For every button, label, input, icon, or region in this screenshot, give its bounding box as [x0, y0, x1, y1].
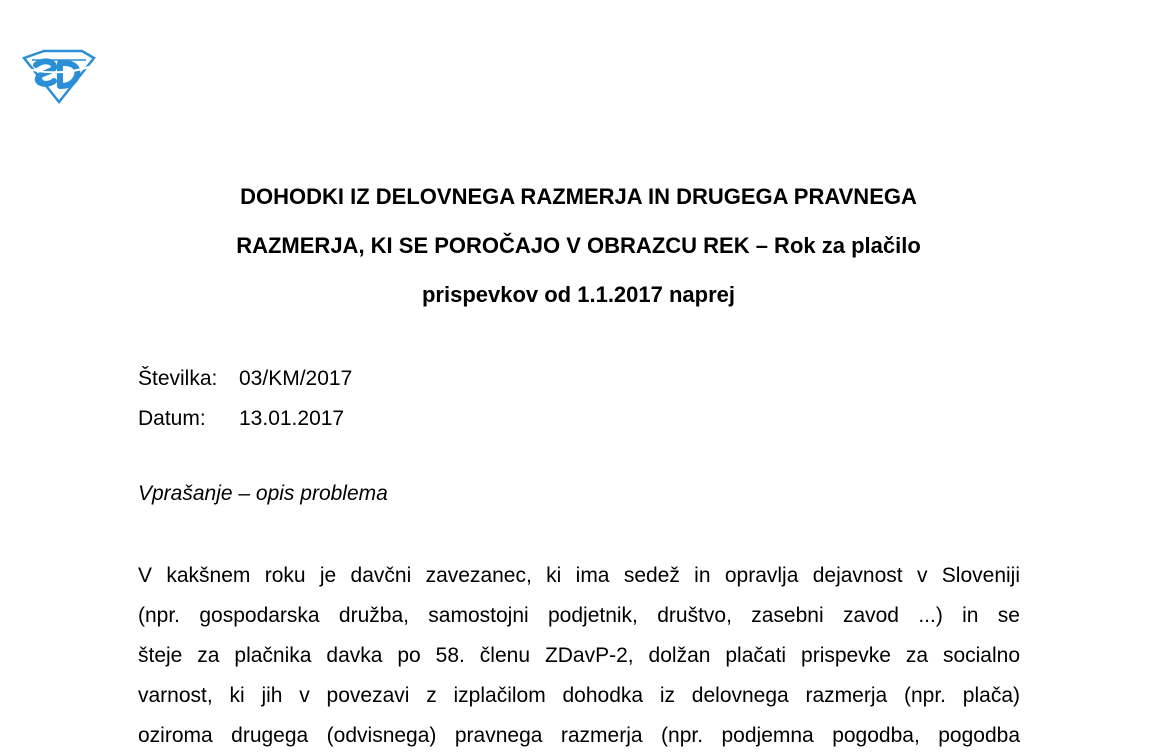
date-value: 13.01.2017 [239, 407, 345, 430]
document-title [120, 172, 1037, 319]
document-meta [138, 359, 352, 439]
number-value: 03/KM/2017 [239, 367, 353, 390]
title-line: prispevkov od 1.1.2017 naprej [421, 282, 736, 307]
shield-logo-icon [22, 48, 96, 104]
body-line: šteje za plačnika davka po 58. členu ZDavP-2, dolžan plačati prispevke za socialno [138, 644, 1020, 667]
question-heading: Vprašanje – opis problema [138, 482, 388, 505]
date-label: Datum: [138, 407, 206, 430]
body-paragraph [138, 556, 1020, 756]
title-line: DOHODKI IZ DELOVNEGA RAZMERJA IN DRUGEGA PRAVNEGA [240, 184, 917, 209]
title-line: RAZMERJA, KI SE POROČAJO V OBRAZCU REK – Rok za plačilo [236, 233, 921, 258]
date-row [138, 399, 352, 439]
body-line: oziroma drugega (odvisnega) pravnega razmerja (npr. podjemna pogodba, pogodba [138, 724, 1020, 747]
body-line: (npr. gospodarska družba, samostojni podjetnik, društvo, zasebni zavod ...) in se [138, 604, 1020, 627]
body-line: V kakšnem roku je davčni zavezanec, ki ima sedež in opravlja dejavnost v Sloveniji [138, 564, 1020, 587]
number-row [138, 359, 352, 399]
body-line: varnost, ki jih v povezavi z izplačilom dohodka iz delovnega razmerja (npr. plača) [138, 684, 1020, 707]
number-label: Številka: [138, 367, 218, 390]
company-logo [22, 48, 96, 104]
